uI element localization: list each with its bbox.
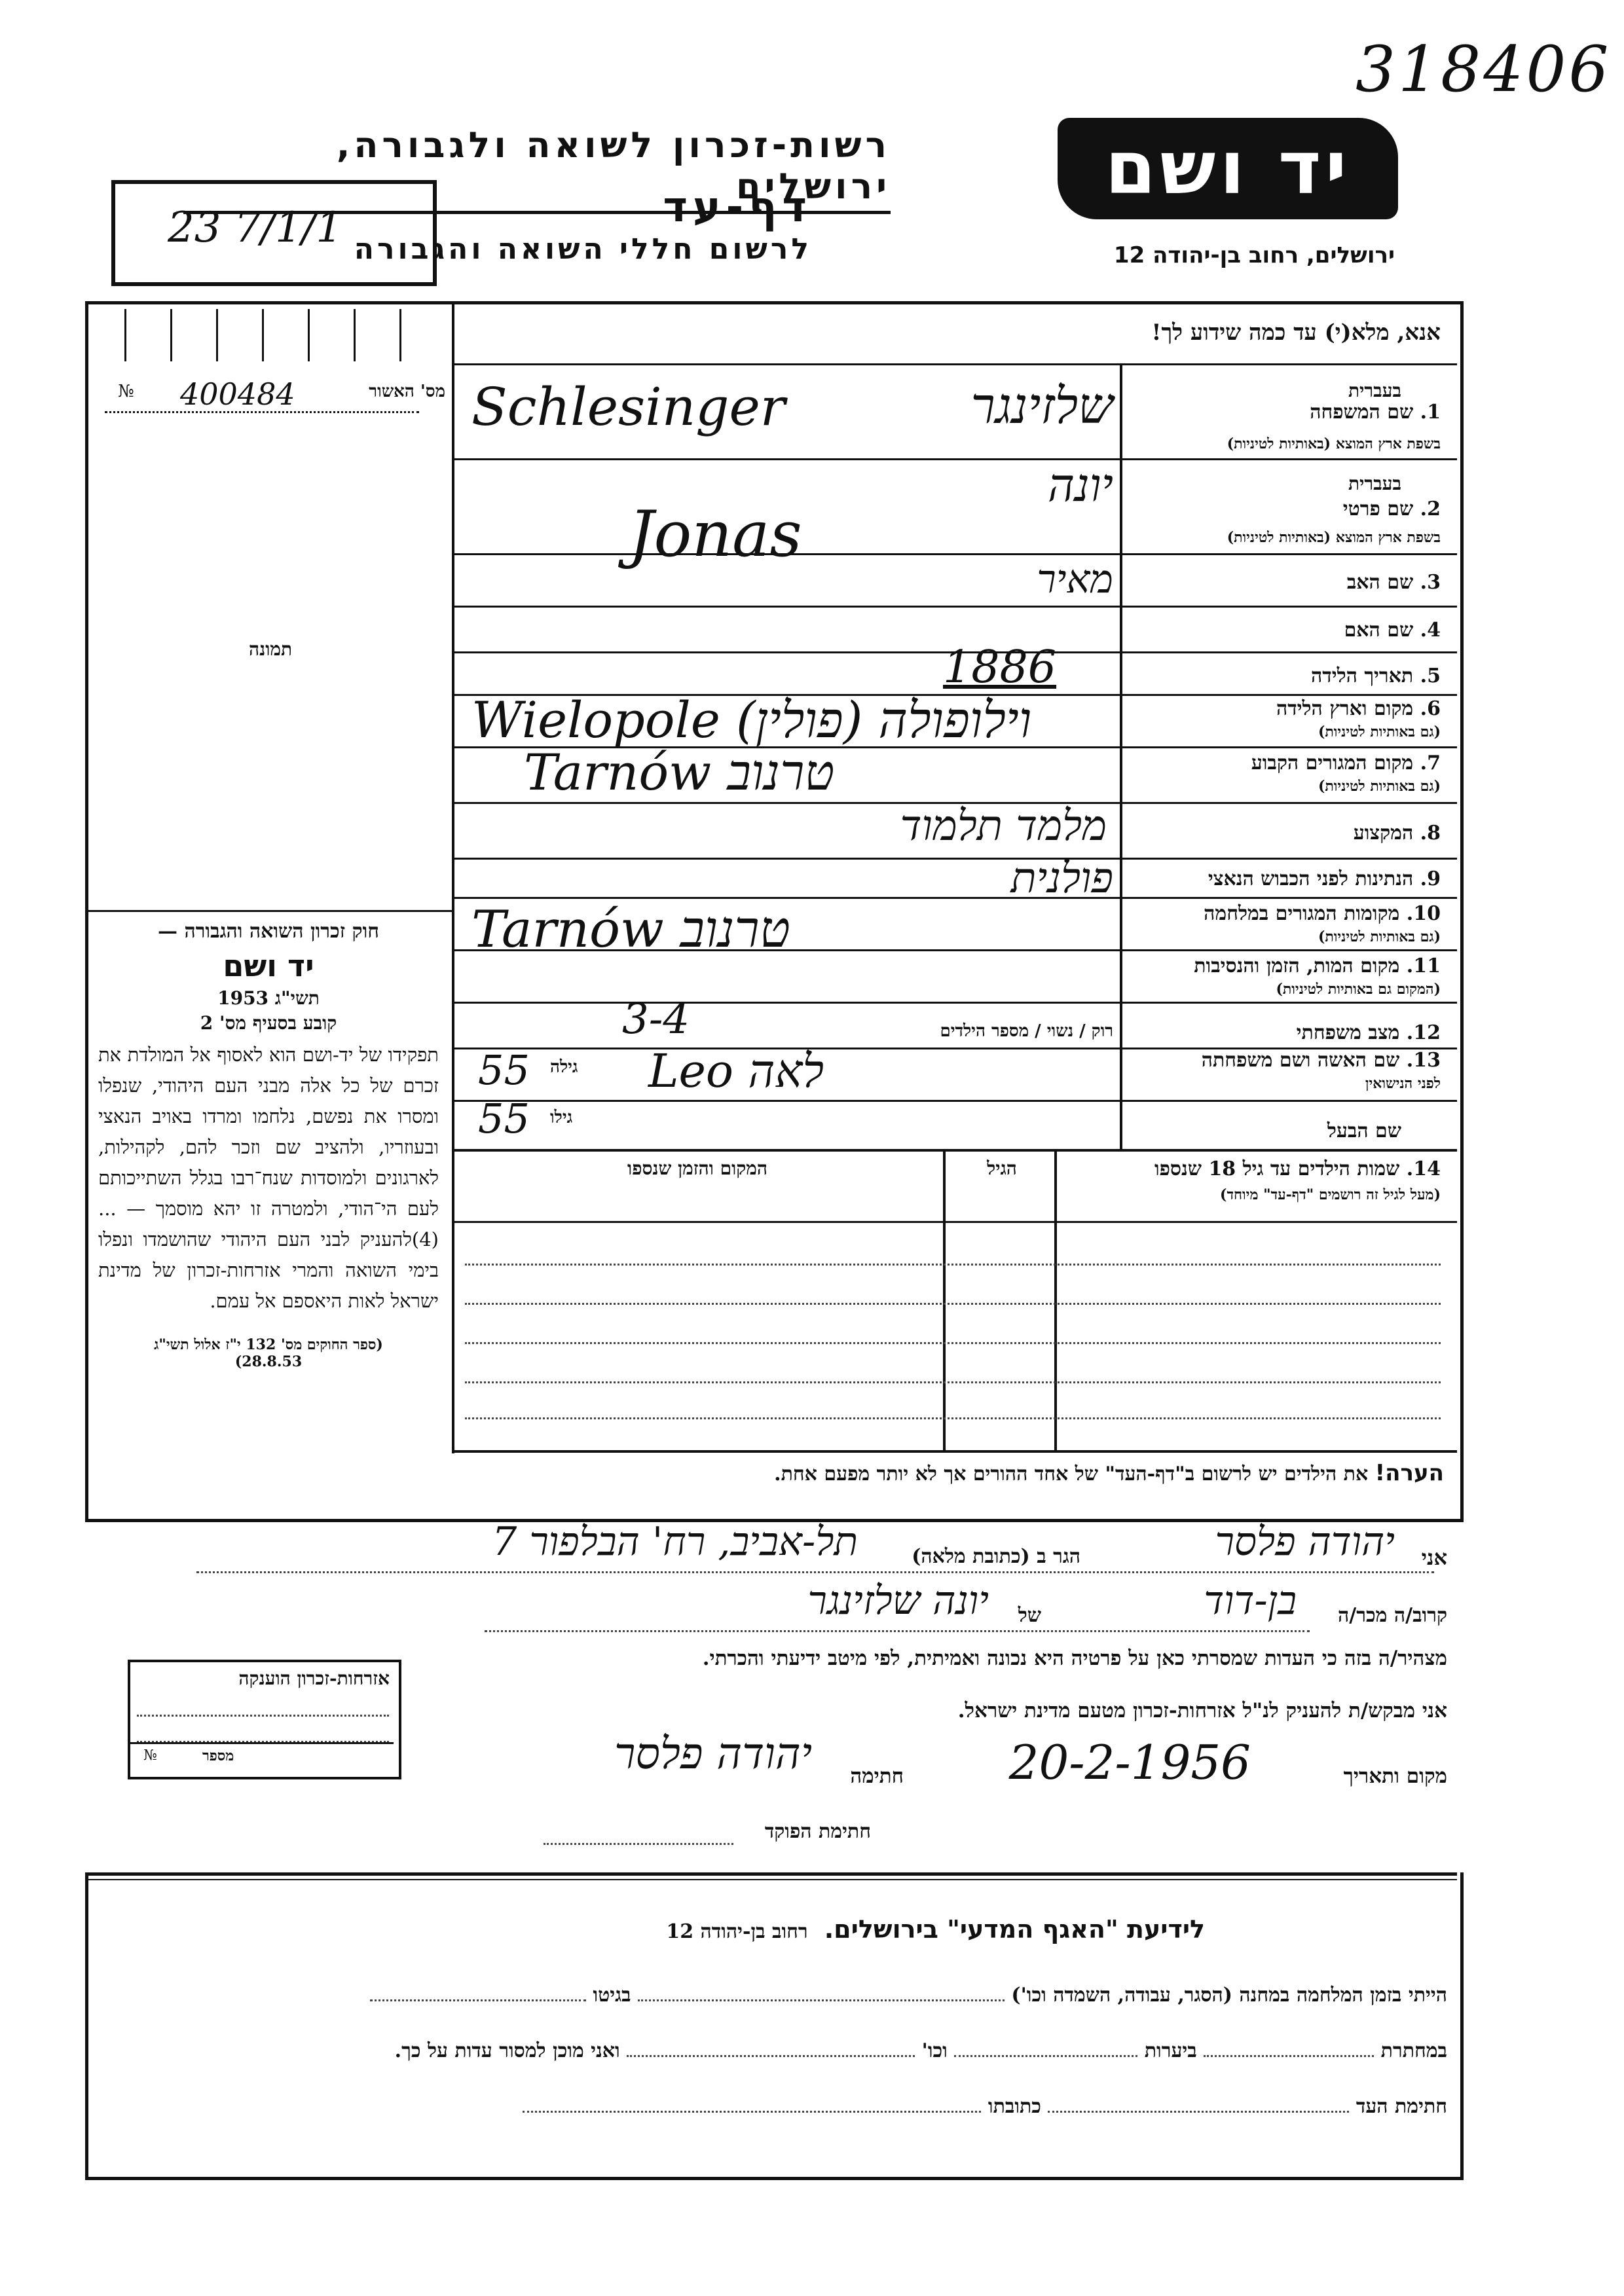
field-9-value: פולנית [1010,854,1113,903]
citizenship-number-label: מספר [202,1747,234,1764]
field-6-label: 6. מקום וארץ הלידה [1276,697,1441,720]
field-3-value: מאיר [1037,556,1113,602]
footer-title: לידיעת "האגף המדעי" בירושלים. [824,1915,1205,1944]
signature-label: חתימה [850,1764,904,1788]
place-date-label: מקום ותאריך [1343,1764,1447,1788]
law-text: תפקידו של יד-ושם הוא לאסוף אל המולדת את זכרם של כל אלה מבני העם היהודי, שנפלו ומסרו את נפשם, נלחמו ומרדו באויב הנאצי ובעוזריו, ולהציב שם וזכר להם, לקהילות, לארגונים ולמוסדות שנח־רבו בגלל השתייכותם לעם הי־הודי, ולמטרה זו יהא מוסמך — ...(4)להעניק לבני העם היהודי שהושמדו ונפלו בימי השואה והמרי אזרחות-זכרון של מדינת ישראל לאות היאספם אל עמם. [98,1044,439,1312]
field-1-hebrew-tag: בעברית [1348,380,1401,401]
footer-title-row [458,1915,1205,1944]
note-label: הערה! [1375,1460,1444,1486]
field-10-value: Tarnów טרנוב [471,900,790,959]
husband-age-label: גילו [550,1108,573,1127]
field-6-sub: (גם באותיות לטיניות) [1318,723,1441,740]
declaration-line-2 [98,1578,1447,1637]
law-name: יד ושם [223,948,314,983]
lives-label: הגר ב (כתובת מלאה) [912,1545,1080,1568]
field-5-value: 1886 [943,642,1057,693]
husband-label: שם הבעל [1327,1120,1401,1142]
photo-label: תמונה [249,638,293,660]
camp-label: הייתי בזמן המלחמה במחנה (הסגר, עבודה, השמדה וכו') [1011,1984,1447,2007]
archive-number: 318406 [1356,33,1612,106]
declarant-address: תל-אביב, רח' הבלפור 7 [492,1519,858,1565]
children-header: 14. שמות הילדים עד גיל 18 שנספו [1154,1157,1441,1180]
footer-line-1 [105,1984,1447,2007]
citizenship-label: אזרחות-זכרון הוענקה [238,1667,390,1689]
yad-vashem-logo: יד ושם [1058,118,1398,219]
field-5-label: 5. תאריך הלידה [1311,665,1441,687]
official-signature-label: חתימת הפוקד [764,1820,871,1843]
registration-no [118,376,445,412]
declaration-line-1 [98,1519,1447,1578]
footer-address: רחוב בן-יהודה 12 [666,1920,808,1943]
field-12-label: 12. מצב משפחתי [1296,1021,1441,1044]
field-9-label: 9. הנתינות לפני הכבוש הנאצי [1208,867,1441,890]
field-11-label: 11. מקום המות, הזמן והנסיבות [1194,955,1441,977]
law-ref: (ספר החוקים מס' 132 י"ז אלול תשי"ג 28.8.53) [154,1336,383,1370]
children-header-age: הגיל [987,1157,1017,1179]
registration-stamp [111,180,437,286]
law-block [98,920,439,1370]
declaration-request: אני מבקש/ת להעניק לנ"ל אזרחות-זכרון מטעם מדינת ישראל. [957,1699,1447,1722]
form-subtitle: לרשום חללי השואה והגבורה [354,232,812,266]
field-7-value: Tarnów טרנוב [524,743,835,801]
law-clause: קובע בסעיף מס' 2 [200,1012,337,1034]
field-2-label: 2. שם פרטי [1342,498,1441,520]
field-1-label: 1. שם המשפחה [1310,401,1441,424]
of-label: של [1018,1604,1041,1627]
field-4-label: 4. שם האם [1344,619,1441,642]
of-name: יונה שלזינגר [807,1578,989,1624]
declaration-statement: מצהיר/ה בזה כי העדות שמסרתי כאן על פרטיה היא נכונה ואמיתית, לפי מיטב ידיעתי והכרתי. [702,1647,1447,1670]
i-label: אני [1421,1545,1447,1570]
field-13-label: 13. שם האשה ושם משפחתה [1201,1049,1441,1072]
instruction: אנא, מלא(י) עד כמה שידוע לך! [1151,319,1441,346]
no-symbol: № [118,382,134,401]
field-8-label: 8. המקצוע [1353,822,1441,845]
husband-age: 55 [478,1095,530,1142]
signature: יהודה פלסר [614,1728,812,1779]
ghetto-label: בגיטו [593,1984,631,2007]
field-7-sub: (גם באותיות לטיניות) [1318,778,1441,795]
field-11-sub: (המקום גם באותיות לטיניות) [1276,981,1441,998]
field-2-value-latin: Jonas [629,498,802,571]
children-count: 3-4 [622,995,690,1044]
testimony-label: ואני מוכן למסור עדות על כך. [394,2039,620,2062]
witness-signature-label: חתימת העד [1356,2095,1447,2118]
registration-no-value: 400484 [180,376,295,412]
wife-age: 55 [478,1046,530,1094]
field-1-value-latin: Schlesinger [471,376,786,437]
date-value: 20-2-1956 [1008,1735,1251,1790]
footer-line-3 [105,2095,1447,2118]
citizenship-no: № [143,1747,157,1764]
note-text: את הילדים יש לרשום ב"דף-העד" של אחד ההורים אך לא יותר מפעם אחת. [774,1463,1369,1485]
id-boxes [92,309,445,361]
stamp-text: 23 7/1/1 [168,204,343,252]
underground-label: במחתרת [1380,2039,1447,2062]
children-header-sub: (מעל לגיל זה רושמים "דף-עד" מיוחד) [1220,1186,1441,1203]
law-title: חוק זכרון השואה והגבורה — [158,920,379,943]
note-row [458,1460,1444,1486]
field-10-label: 10. מקומות המגורים במלחמה [1204,902,1441,925]
witness-address-label: כתובתו [987,2095,1041,2118]
field-2-sub: בשפת ארץ המוצא (באותיות לטיניות) [1227,529,1441,546]
footer-line-2 [105,2039,1447,2062]
field-2-value-hebrew: יונה [1047,458,1113,512]
field-1-sub: בשפת ארץ המוצא (באותיות לטיניות) [1227,435,1441,452]
wife-age-label: גילה [550,1057,578,1077]
law-year: תשי"ג 1953 [217,987,320,1009]
field-13-value: Leo לאה [648,1044,824,1098]
field-13-sub: לפני הנישואין [1365,1075,1441,1092]
registration-no-label: מס' האשור [369,382,445,401]
field-2-hebrew-tag: בעברית [1348,473,1401,494]
place-date-row [406,1728,1447,1794]
field-8-value: מלמד תלמוד [900,802,1107,850]
field-7-label: 7. מקום המגורים הקבוע [1251,752,1441,774]
etc-label: וכו' [921,2039,948,2062]
marital-options: רוק / נשוי / מספר הילדים [940,1021,1113,1041]
address: ירושלים, רחוב בן-יהודה 12 [1113,242,1395,268]
field-10-sub: (גם באותיות לטיניות) [1318,928,1441,945]
declarant-name: יהודה פלסר [1215,1519,1395,1565]
org-title: רשות-זכרון לשואה ולגבורה, ירושלים [183,124,891,214]
children-header-place: המקום והזמן שנספו [627,1157,767,1179]
relative-label: קרוב/ה מכר/ה [1338,1604,1447,1627]
forests-label: ביערות [1144,2039,1197,2062]
form-title: דף-עד [663,183,812,232]
field-6-value: Wielopole וילופולה (פולין) [471,691,1032,749]
field-3-label: 3. שם האב [1346,571,1441,594]
field-1-value-hebrew: שלזינגר [970,376,1113,435]
relation-value: בן-דוד [1204,1578,1297,1624]
